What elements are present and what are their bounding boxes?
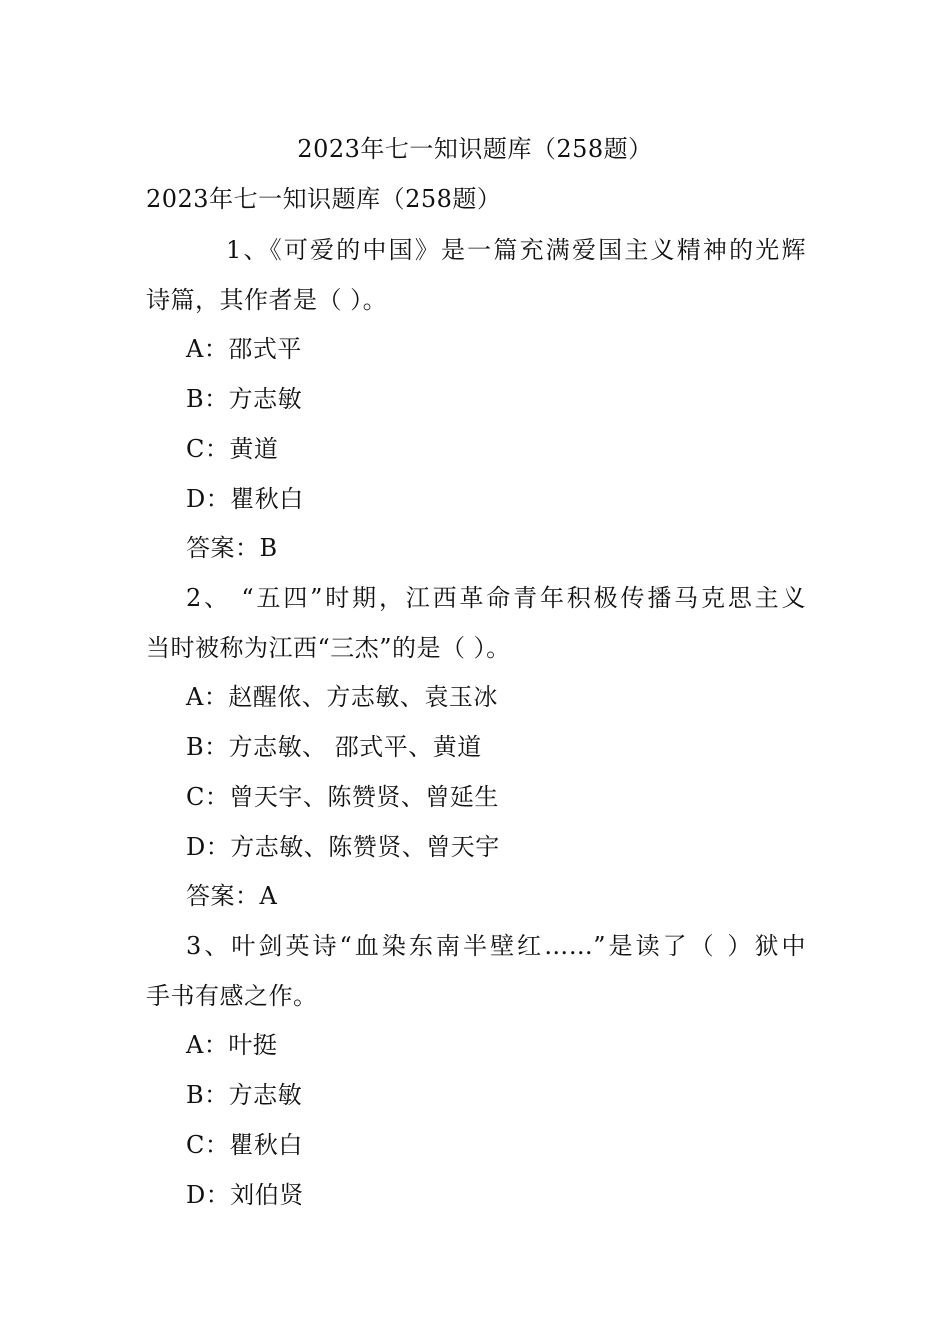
question-stem-line: 2、 “五四”时期，江西革命青年积极传播马克思主义 (186, 584, 806, 612)
option-d: D：刘伯贤 (186, 1181, 304, 1209)
question-stem-line: 诗篇，其作者是（ ）。 (146, 286, 388, 314)
option-a: A：邵式平 (186, 335, 302, 363)
option-a: A：叶挺 (186, 1031, 278, 1059)
option-d: D：方志敏、陈赞贤、曾天宇 (186, 833, 500, 861)
document-title: 2023年七一知识题库（258题） (297, 135, 653, 163)
option-a: A：赵醒侬、方志敏、袁玉冰 (186, 683, 498, 711)
option-b: B：方志敏、 邵式平、黄道 (186, 733, 482, 761)
option-b: B：方志敏 (186, 385, 303, 413)
answer: 答案：B (186, 534, 278, 562)
option-b: B：方志敏 (186, 1081, 303, 1109)
option-c: C：瞿秋白 (186, 1131, 303, 1159)
answer: 答案：A (186, 882, 278, 910)
question-stem-line: 1、《可爱的中国》是一篇充满爱国主义精神的光辉 (226, 236, 806, 264)
option-d: D：瞿秋白 (186, 485, 304, 513)
option-c: C：黄道 (186, 435, 279, 463)
question-stem-line: 手书有感之作。 (146, 982, 318, 1010)
question-stem-line: 当时被称为江西“三杰”的是（ ）。 (146, 634, 511, 662)
option-c: C：曾天宇、陈赞贤、曾延生 (186, 783, 499, 811)
document-subtitle: 2023年七一知识题库（258题） (146, 185, 502, 213)
question-stem-line: 3、叶剑英诗“血染东南半壁红……”是读了（ ）狱中 (186, 932, 806, 960)
